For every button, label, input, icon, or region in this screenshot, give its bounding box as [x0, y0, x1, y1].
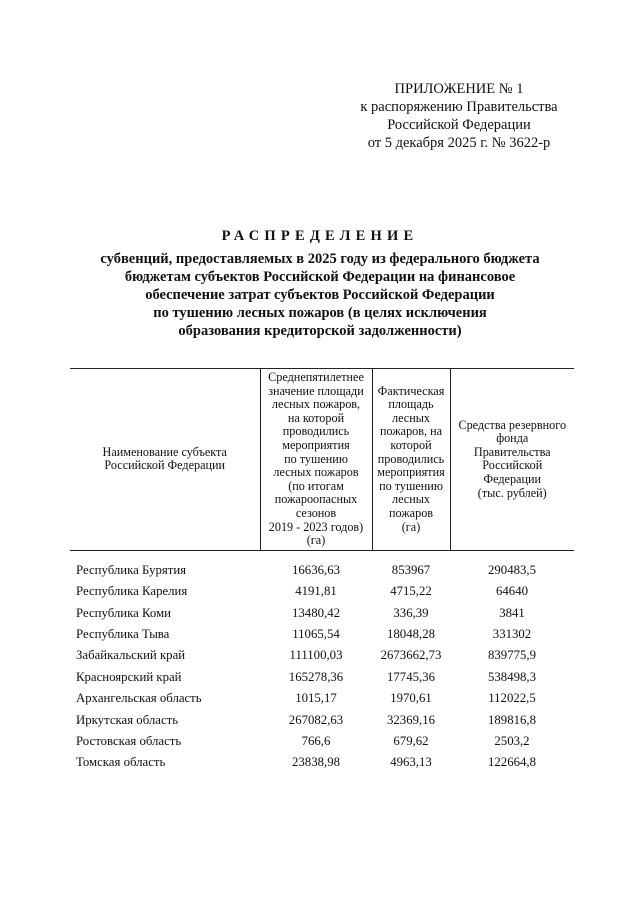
actual-area-cell: 4715,22	[390, 584, 432, 599]
table-header-row	[70, 369, 574, 551]
funds-cell: 331302	[492, 627, 532, 642]
header-text: пожаров	[388, 505, 434, 520]
header-text: проводились	[377, 451, 445, 466]
funds-cell: 839775,9	[488, 648, 536, 663]
subject-name-cell: Томская область	[76, 755, 166, 770]
header-text: Среднепятилетнее	[268, 370, 364, 384]
avg-area-cell: 1015,17	[295, 691, 337, 706]
header-text: (тыс. рублей)	[477, 485, 547, 500]
actual-area-cell: 18048,28	[387, 627, 435, 642]
table-row	[70, 645, 574, 666]
actual-area-cell: 17745,36	[387, 669, 435, 684]
actual-area-cell: 679,62	[393, 734, 429, 749]
avg-area-cell: 16636,63	[292, 562, 340, 577]
subject-name-cell: Республика Карелия	[76, 584, 188, 599]
header-text: Российской Федерации	[104, 458, 226, 473]
header-reserve-funds	[450, 369, 574, 551]
header-text: Наименование субъекта	[102, 444, 227, 459]
header-text: пожаров, на	[379, 424, 443, 439]
header-average-area	[260, 369, 372, 551]
funds-cell: 2503,2	[494, 734, 530, 749]
subject-name-cell: Республика Бурятия	[76, 562, 187, 577]
header-text: которой	[390, 437, 432, 452]
document-subtitle	[0, 250, 640, 340]
avg-area-cell: 267082,63	[288, 712, 344, 727]
header-text: Правительства	[473, 444, 551, 459]
header-text: на которой	[287, 410, 345, 425]
table-row	[70, 581, 574, 602]
funds-cell: 3841	[499, 605, 525, 620]
table-row	[70, 709, 574, 730]
actual-area-cell: 32369,16	[387, 712, 435, 727]
funds-cell: 290483,5	[488, 562, 536, 577]
subject-name-cell: Республика Тыва	[76, 627, 170, 642]
actual-area-cell: 336,39	[393, 605, 429, 620]
header-text: значение площади	[268, 383, 364, 398]
subject-name-cell: Красноярский край	[76, 669, 182, 684]
distribution-table	[70, 368, 574, 774]
header-text: лесных пожаров	[273, 465, 359, 480]
table-row	[70, 688, 574, 709]
header-text: по тушению	[284, 451, 348, 466]
document-title: РАСПРЕДЕЛЕНИЕ	[221, 228, 419, 244]
subtitle-line: субвенций, предоставляемых в 2025 году из федерального бюджета	[100, 251, 540, 267]
header-subject-name	[70, 369, 260, 551]
table-row	[70, 731, 574, 752]
actual-area-cell: 2673662,73	[380, 648, 442, 663]
actual-area-cell: 1970,61	[390, 691, 432, 706]
header-text: лесных	[391, 410, 430, 425]
table-row	[70, 752, 574, 773]
header-text: 2019 - 2023 годов)	[268, 519, 364, 534]
header-text: (га)	[401, 519, 421, 534]
actual-area-cell: 853967	[391, 562, 431, 577]
header-text: лесных	[391, 492, 430, 507]
appendix-government-line: Российской Федерации	[387, 117, 531, 133]
header-text: Фактическая	[377, 383, 445, 398]
spacer-cell	[70, 550, 574, 560]
funds-cell: 189816,8	[488, 712, 536, 727]
avg-area-cell: 11065,54	[292, 627, 340, 642]
header-text: Российской	[482, 458, 543, 473]
funds-cell: 538498,3	[488, 669, 536, 684]
distribution-table-wrapper	[70, 368, 574, 774]
subject-name-cell: Ростовская область	[76, 734, 182, 749]
subtitle-line: обеспечение затрат субъектов Российской Федерации	[145, 287, 495, 303]
avg-area-cell: 165278,36	[288, 669, 344, 684]
header-text: по тушению	[379, 478, 443, 493]
header-text: лесных пожаров,	[271, 397, 361, 412]
table-row	[70, 603, 574, 624]
avg-area-cell: 23838,98	[292, 755, 340, 770]
funds-cell: 122664,8	[488, 755, 536, 770]
appendix-header	[340, 80, 578, 152]
appendix-number: ПРИЛОЖЕНИЕ № 1	[394, 81, 524, 97]
subtitle-line: образования кредиторской задолженности)	[178, 323, 462, 339]
table-spacer-row	[70, 550, 574, 560]
subject-name-cell: Иркутская область	[76, 712, 179, 727]
header-text: (по итогам	[288, 478, 344, 493]
appendix-date-line: от 5 декабря 2025 г. № 3622-р	[367, 135, 551, 151]
header-text: Федерации	[483, 471, 542, 486]
header-text: мероприятия	[377, 465, 445, 480]
header-text: фонда	[496, 431, 529, 446]
subject-name-cell: Архангельская область	[76, 691, 202, 706]
table-row	[70, 624, 574, 645]
header-text: площадь	[388, 397, 434, 412]
header-text: (га)	[306, 533, 326, 548]
subtitle-line: бюджетам субъектов Российской Федерации на финансовое	[124, 269, 516, 285]
subject-name-cell: Забайкальский край	[76, 648, 186, 663]
subtitle-line: по тушению лесных пожаров (в целях исключения	[153, 305, 487, 321]
avg-area-cell: 13480,42	[292, 605, 340, 620]
table-row	[70, 667, 574, 688]
table-row	[70, 560, 574, 581]
header-text: пожароопасных	[274, 492, 358, 507]
actual-area-cell: 4963,13	[390, 755, 432, 770]
avg-area-cell: 766,6	[301, 734, 331, 749]
avg-area-cell: 111100,03	[289, 648, 343, 663]
header-text: мероприятия	[282, 437, 350, 452]
header-text: Средства резервного	[458, 417, 567, 432]
subject-name-cell: Республика Коми	[76, 605, 172, 620]
header-actual-area	[372, 369, 450, 551]
funds-cell: 112022,5	[488, 691, 536, 706]
funds-cell: 64640	[496, 584, 528, 599]
header-text: проводились	[282, 424, 350, 439]
appendix-order-line: к распоряжению Правительства	[360, 99, 558, 115]
header-text: сезонов	[295, 505, 337, 520]
avg-area-cell: 4191,81	[295, 584, 337, 599]
